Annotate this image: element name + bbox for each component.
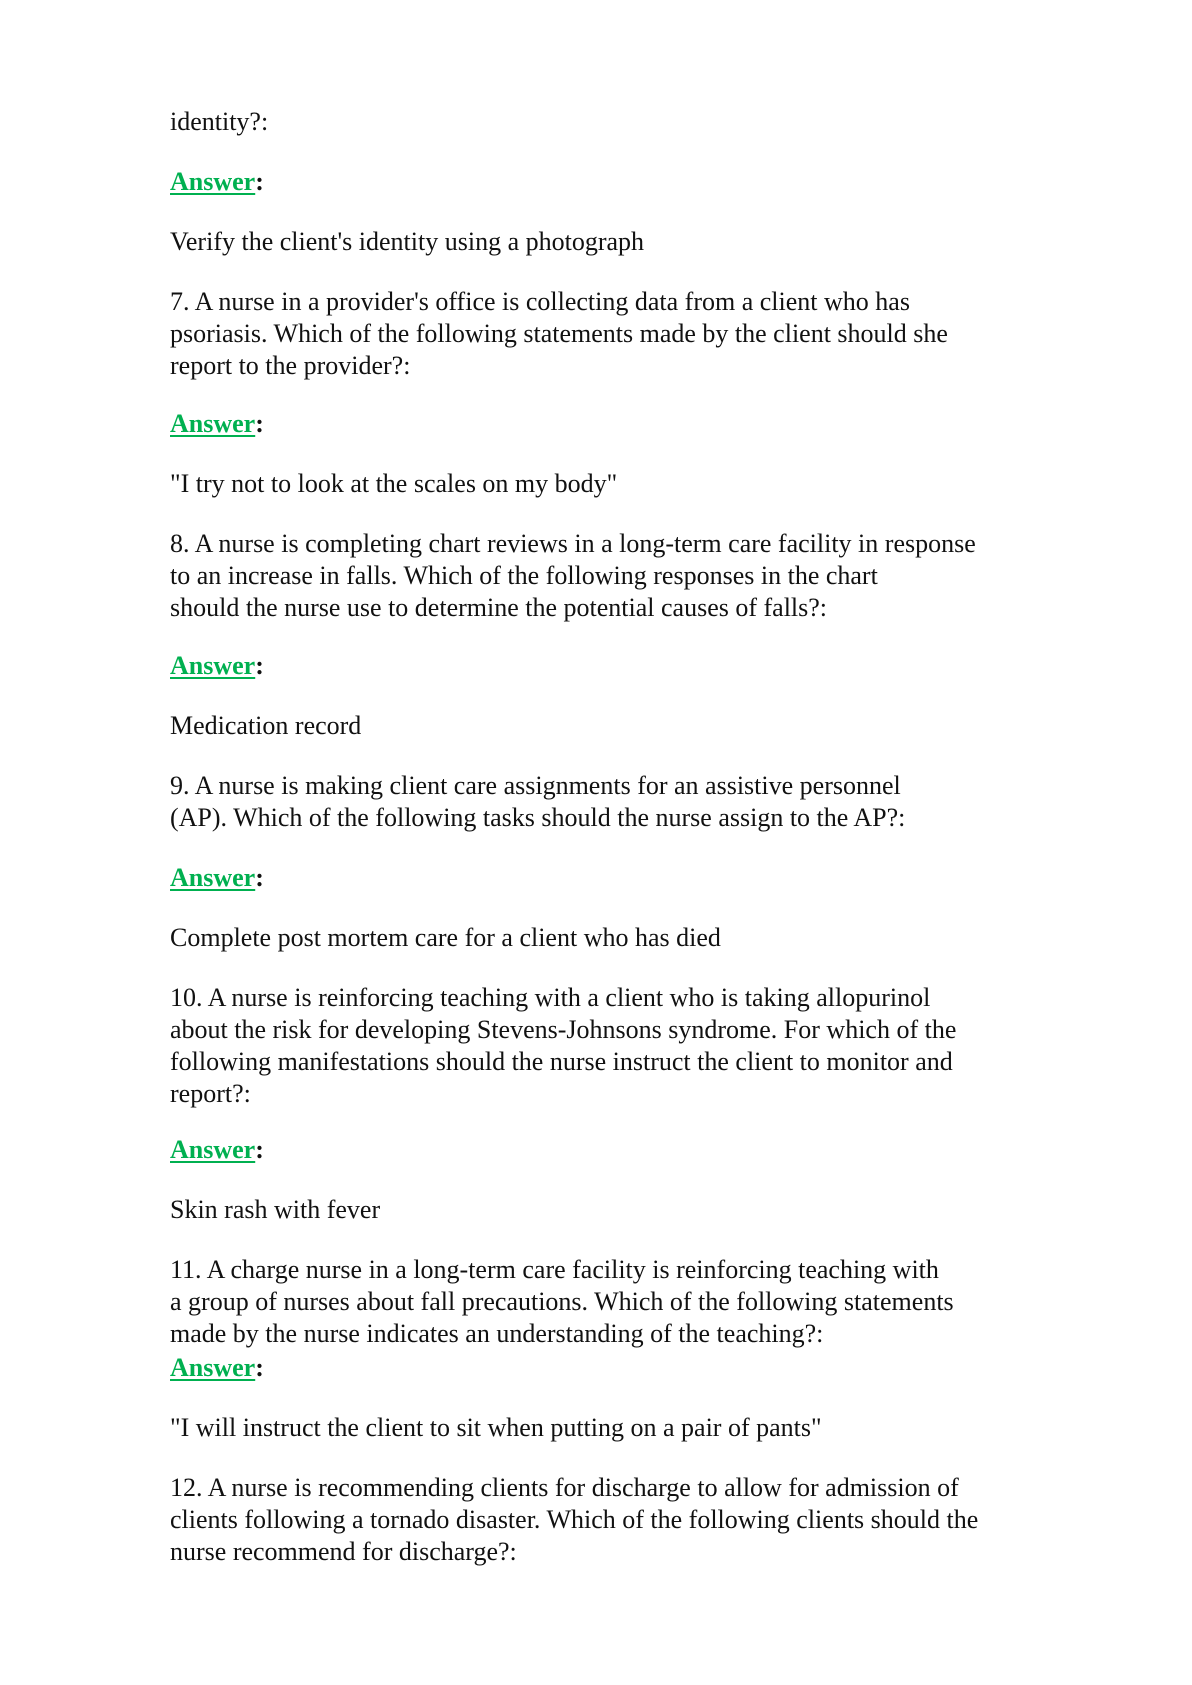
answer-label-9: Answer:: [170, 863, 264, 892]
answer-label-11: Answer:: [170, 1353, 264, 1382]
answer-10: Skin rash with fever: [170, 1195, 381, 1224]
question-8: 8. A nurse is completing chart reviews in a long-term care facility in response to an increase in falls. Which of the following responses in the chart should the nurse use to determine the potential causes of falls?:: [170, 529, 976, 622]
question-12: 12. A nurse is recommending clients for discharge to allow for admission of clients following a tornado disaster. Which of the following clients should the nurse recommend for discharge?:: [170, 1473, 979, 1566]
question-11: 11. A charge nurse in a long-term care facility is reinforcing teaching with a group of nurses about fall precautions. Which of the following statements made by the nurse indicates an understanding of the teaching?:: [170, 1255, 954, 1348]
question-6-tail: identity?:: [170, 107, 269, 136]
answer-label-text: Answer: [170, 863, 256, 892]
answer-label-text: Answer: [170, 409, 256, 438]
answer-6: Verify the client's identity using a photograph: [170, 227, 645, 256]
answer-label-10: Answer:: [170, 1135, 264, 1164]
answer-8: Medication record: [170, 711, 362, 740]
answer-label-text: Answer: [170, 651, 256, 680]
answer-label-text: Answer: [170, 1353, 256, 1382]
answer-11: "I will instruct the client to sit when putting on a pair of pants": [170, 1413, 822, 1442]
answer-9: Complete post mortem care for a client who has died: [170, 923, 721, 952]
answer-label-text: Answer: [170, 1135, 256, 1164]
question-9: 9. A nurse is making client care assignments for an assistive personnel (AP). Which of the following tasks should the nurse assign to the AP?:: [170, 771, 906, 832]
answer-label-text: Answer: [170, 167, 256, 196]
answer-label-7: Answer:: [170, 409, 264, 438]
answer-label-6: Answer:: [170, 167, 264, 196]
question-10: 10. A nurse is reinforcing teaching with a client who is taking allopurinol about the risk for developing Stevens-Johnsons syndrome. For which of the following manifestations should the nurse instruct the client to monitor and report?:: [170, 983, 957, 1108]
answer-label-8: Answer:: [170, 651, 264, 680]
question-7: 7. A nurse in a provider's office is collecting data from a client who has psoriasis. Which of the following statements made by the client should she report to the provider?:: [170, 287, 948, 380]
answer-7: "I try not to look at the scales on my body": [170, 469, 618, 498]
